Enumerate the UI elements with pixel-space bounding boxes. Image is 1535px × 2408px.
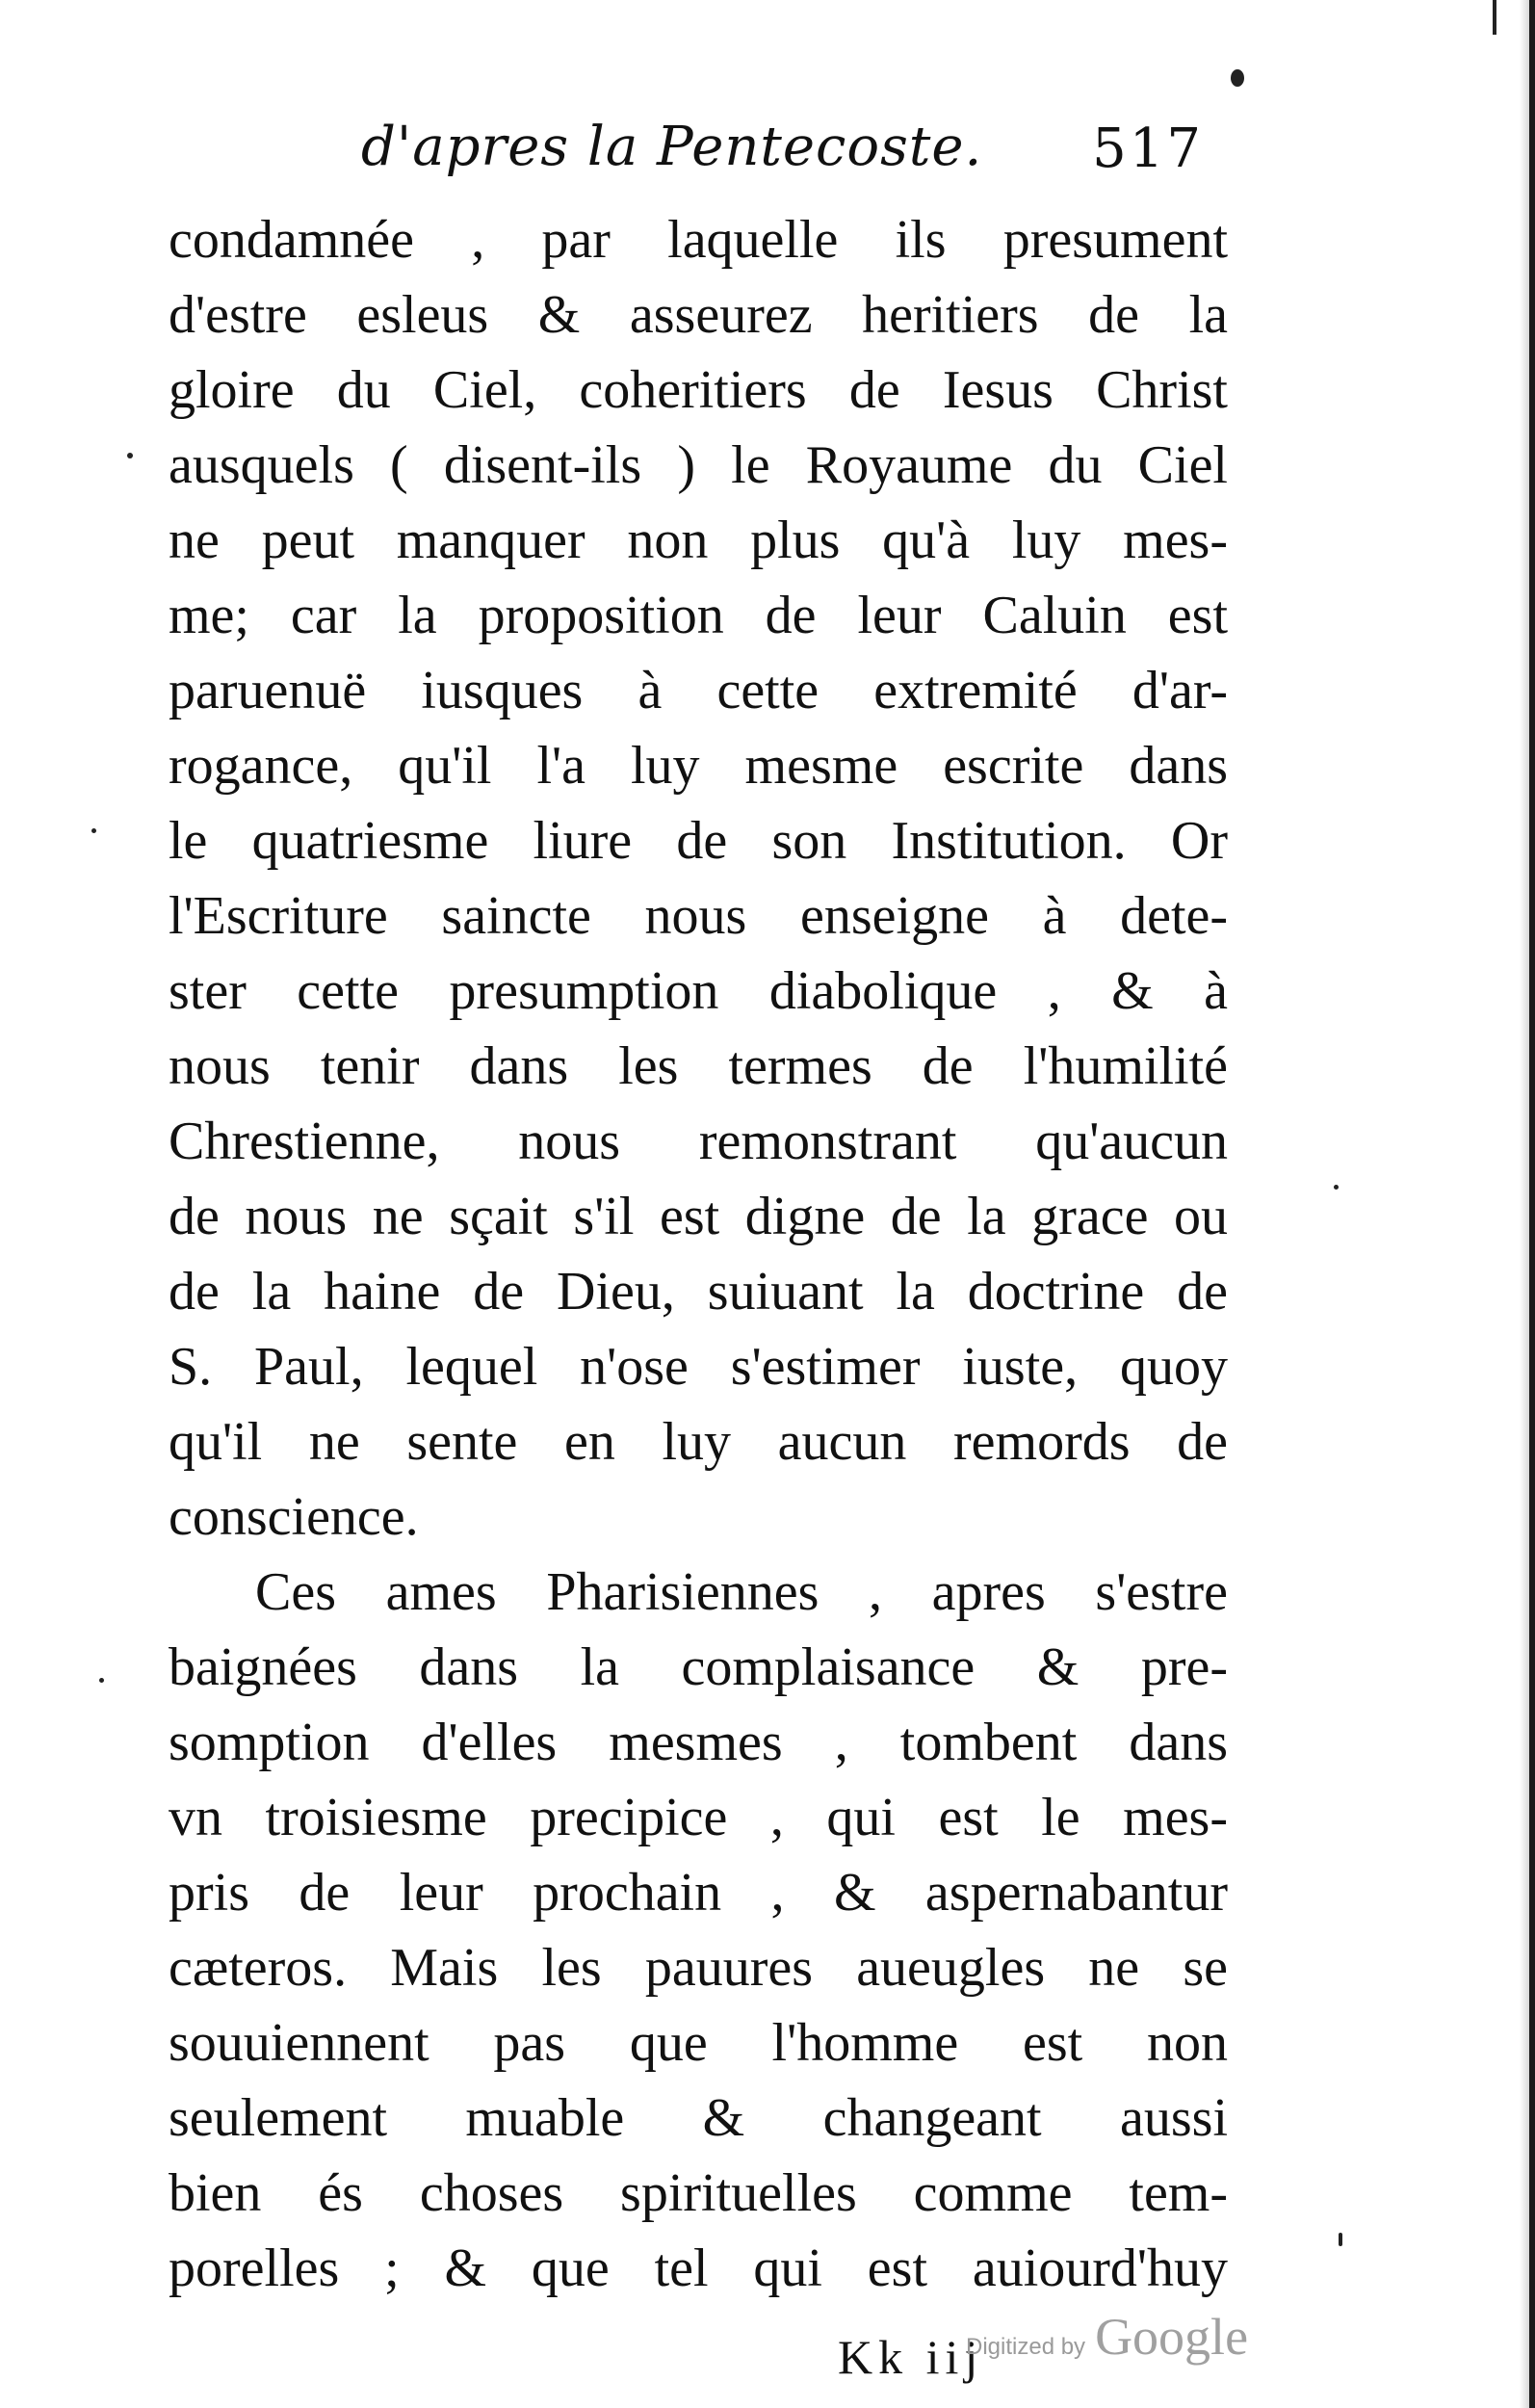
corner-mark xyxy=(1493,0,1496,35)
text-line: rogance, qu'il l'a luy mesme escrite dans xyxy=(169,736,1228,796)
running-head: d'apres la Pentecoste. xyxy=(361,116,983,178)
text-line: de nous ne sçait s'il est digne de la grace ou xyxy=(169,1187,1228,1246)
text-line: l'Escriture saincte nous enseigne à dete- xyxy=(169,886,1228,946)
text-line: d'estre esleus & asseurez heritiers de la xyxy=(169,285,1228,345)
text-line: de la haine de Dieu, suiuant la doctrine de xyxy=(169,1262,1228,1322)
digitized-watermark xyxy=(966,2307,1248,2367)
text-line: somption d'elles mesmes , tombent dans xyxy=(169,1713,1228,1772)
text-line: porelles ; & que tel qui est auiourd'huy xyxy=(169,2238,1228,2298)
text-line: pris de leur prochain , & aspernabantur xyxy=(169,1863,1228,1923)
text-line: S. Paul, lequel n'ose s'estimer iuste, quoy xyxy=(169,1337,1228,1397)
text-line: souuiennent pas que l'homme est non xyxy=(169,2013,1228,2073)
scan-speck xyxy=(1334,1185,1339,1190)
page-edge-shadow xyxy=(1520,0,1529,2408)
page-number: 517 xyxy=(1092,118,1204,180)
page-edge xyxy=(1529,0,1535,2408)
text-line: me; car la proposition de leur Caluin est xyxy=(169,586,1228,645)
google-logo: Google xyxy=(1095,2308,1249,2366)
text-line: bien és choses spirituelles comme tem- xyxy=(169,2163,1228,2223)
text-line: ster cette presumption diabolique , & à xyxy=(169,961,1228,1021)
scan-speck xyxy=(1339,2233,1342,2246)
book-page xyxy=(169,116,1228,2306)
text-line: condamnée , par laquelle ils presument xyxy=(169,210,1228,270)
text-line: qu'il ne sente en luy aucun remords de xyxy=(169,1412,1228,1472)
text-line: ne peut manquer non plus qu'à luy mes- xyxy=(169,510,1228,570)
text-line: cæteros. Mais les pauures aueugles ne se xyxy=(169,1938,1228,1998)
scan-speck xyxy=(99,1678,104,1683)
digitized-by-label: Digitized by xyxy=(966,2334,1086,2360)
scan-speck xyxy=(1231,69,1244,87)
text-line: baignées dans la complaisance & pre- xyxy=(169,1637,1228,1697)
text-line: conscience. xyxy=(169,1487,419,1547)
text-line: gloire du Ciel, coheritiers de Iesus Christ xyxy=(169,360,1228,420)
body-text xyxy=(169,202,1228,2306)
paragraph-start-line: Ces ames Pharisiennes , apres s'estre xyxy=(255,1562,1228,1622)
text-line: le quatriesme liure de son Institution. Or xyxy=(169,811,1228,871)
page-header xyxy=(169,116,1228,193)
scan-speck xyxy=(127,453,133,458)
text-line: Chrestienne, nous remonstrant qu'aucun xyxy=(169,1112,1228,1171)
text-line: ausquels ( disent-ils ) le Royaume du Ciel xyxy=(169,435,1228,495)
text-line: nous tenir dans les termes de l'humilité xyxy=(169,1036,1228,1096)
scan-speck xyxy=(91,828,96,833)
text-line: paruenuë iusques à cette extremité d'ar- xyxy=(169,661,1228,720)
signature-mark: Kk iij xyxy=(838,2330,984,2384)
text-line: vn troisiesme precipice , qui est le mes- xyxy=(169,1788,1228,1847)
text-line: seulement muable & changeant aussi xyxy=(169,2088,1228,2148)
